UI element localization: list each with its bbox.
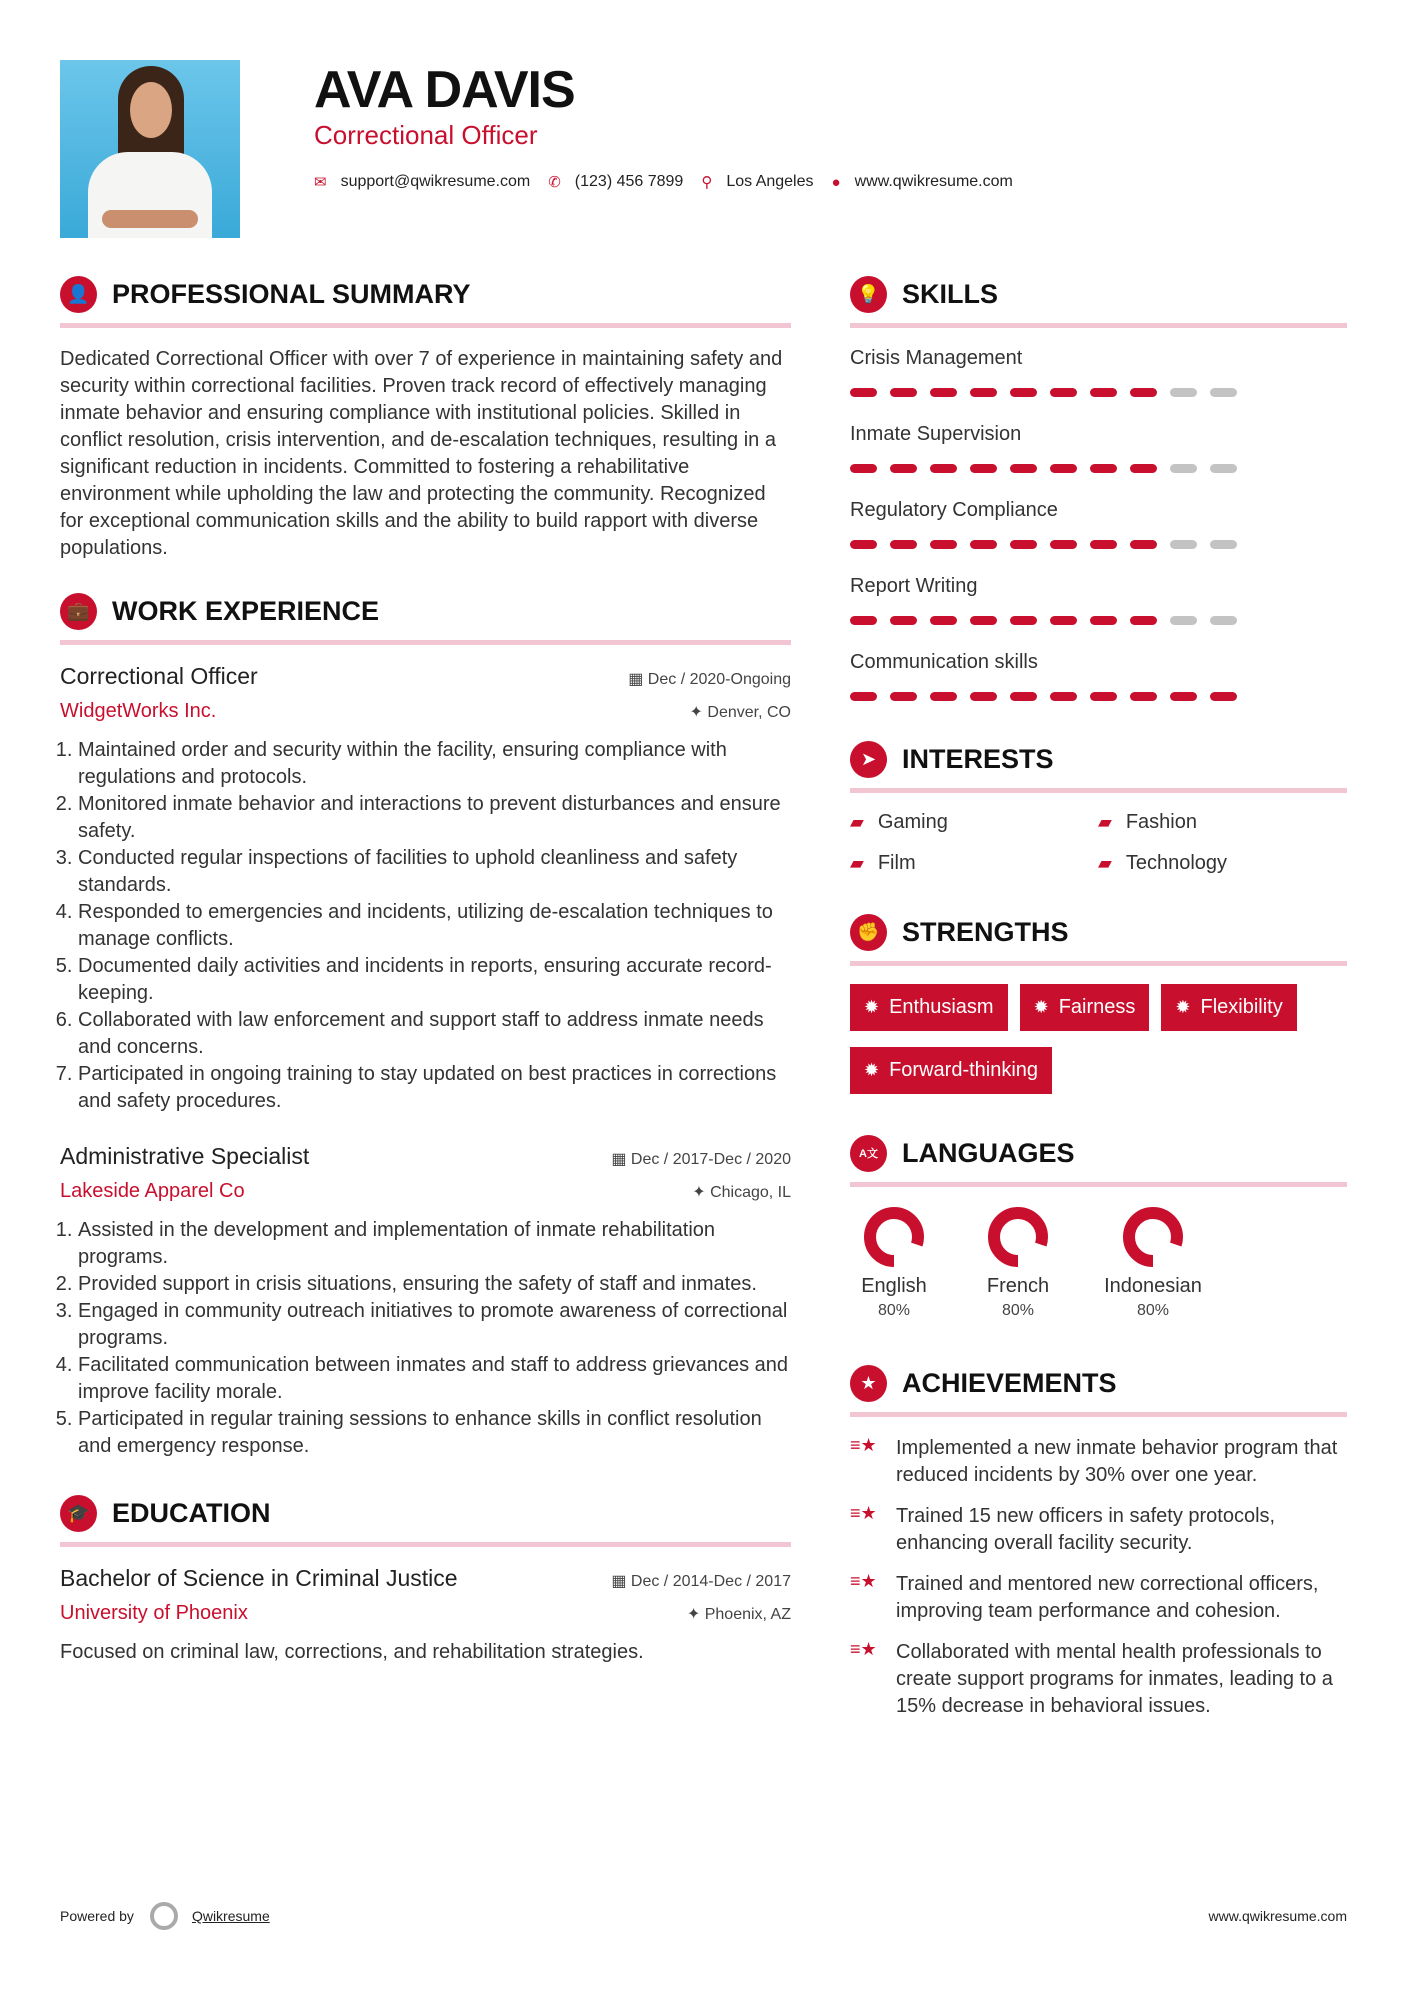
- skill-segment: [1170, 540, 1197, 549]
- brand-link[interactable]: Qwikresume: [191, 1908, 270, 1924]
- skill-segment: [1050, 540, 1077, 549]
- language-arc: [994, 1213, 1042, 1261]
- badge-icon: ✹: [864, 1060, 880, 1080]
- job-location-wrap: [692, 1182, 791, 1202]
- language-arc: [1129, 1213, 1177, 1261]
- skill-segment: [850, 464, 877, 473]
- list-item: 5. Documented daily activities and incidents in reports, ensuring accurate record-keeping.: [78, 953, 791, 1007]
- skill-segment: [970, 692, 997, 701]
- skill-segment: [850, 540, 877, 549]
- skill-item: [850, 574, 1347, 650]
- skill-segment: [1050, 464, 1077, 473]
- star-badge-icon: ★: [850, 1365, 887, 1402]
- job-location: Denver, CO: [707, 704, 791, 721]
- strength-label: Flexibility: [1200, 996, 1283, 1018]
- skill-item: [850, 498, 1347, 574]
- skill-level-bar: [850, 536, 1347, 574]
- list-item: 7. Participated in ongoing training to stay updated on best practices in corrections and safety procedures.: [78, 1061, 791, 1115]
- interest-label: Technology: [1125, 852, 1228, 874]
- list-item: 1. Assisted in the development and implementation of inmate rehabilitation programs.: [78, 1217, 791, 1271]
- strength-tag: [850, 1047, 1052, 1094]
- list-item: 5. Participated in regular training sessions to enhance skills in conflict resolution and emergency response.: [78, 1406, 791, 1460]
- location: Los Angeles: [726, 173, 814, 190]
- skill-segment: [1010, 692, 1037, 701]
- job-bullets: [60, 737, 791, 1115]
- skill-segment: [890, 464, 917, 473]
- skill-segment: [1010, 540, 1037, 549]
- user-icon: 👤: [60, 276, 97, 313]
- job-date: Dec / 2017-Dec / 2020: [630, 1151, 791, 1168]
- skill-segment: [1090, 464, 1117, 473]
- profile-photo: [60, 60, 240, 238]
- skill-segment: [1090, 388, 1117, 397]
- calendar-icon: ▦: [611, 1573, 631, 1590]
- achievement-text: Trained and mentored new correctional officers, improving team performance and cohesion.: [896, 1573, 1319, 1622]
- powered-by: Powered by: [60, 1908, 134, 1924]
- strength-tag: [850, 984, 1008, 1031]
- skill-segment: [930, 616, 957, 625]
- company-name: Lakeside Apparel Co: [60, 1180, 245, 1202]
- strength-tag: [1020, 984, 1150, 1031]
- book-icon: ▰: [850, 812, 864, 832]
- footer-website[interactable]: www.qwikresume.com: [1208, 1908, 1347, 1924]
- footer: [60, 1902, 1347, 1930]
- list-item: 1. Maintained order and security within the facility, ensuring compliance with regulations and protocols.: [78, 737, 791, 791]
- qwikresume-logo-icon: [150, 1902, 178, 1930]
- skill-segment: [1010, 616, 1037, 625]
- skill-segment: [1050, 388, 1077, 397]
- skill-segment: [1210, 540, 1237, 549]
- skill-segment: [1050, 692, 1077, 701]
- job-date: Dec / 2020-Ongoing: [647, 671, 791, 688]
- job-header-row: [60, 663, 791, 690]
- section-title: ACHIEVEMENTS: [902, 1367, 1117, 1398]
- skill-segment: [1050, 616, 1077, 625]
- interest-label: Fashion: [1125, 811, 1197, 833]
- skill-segment: [1210, 616, 1237, 625]
- skill-segment: [890, 692, 917, 701]
- section-title: EDUCATION: [112, 1497, 271, 1528]
- skill-segment: [1170, 388, 1197, 397]
- star-icon: ≡★: [850, 1571, 877, 1591]
- divider: [850, 1412, 1347, 1417]
- language-donut: [986, 1205, 1050, 1269]
- language-name: Indonesian: [1104, 1275, 1202, 1297]
- divider: [850, 788, 1347, 793]
- paper-plane-icon: ➤: [850, 741, 887, 778]
- divider: [60, 323, 791, 328]
- divider: [850, 1182, 1347, 1187]
- language-item: [1098, 1205, 1208, 1320]
- skill-segment: [1210, 692, 1237, 701]
- list-item: 6. Collaborated with law enforcement and support staff to address inmate needs and concerns.: [78, 1007, 791, 1061]
- job-entry: [60, 1143, 791, 1460]
- strength-label: Forward-thinking: [889, 1059, 1039, 1081]
- section-title: LANGUAGES: [902, 1137, 1075, 1168]
- strength-label: Fairness: [1058, 996, 1136, 1018]
- skill-segment: [850, 616, 877, 625]
- language-donut: [862, 1205, 926, 1269]
- graduation-icon: 🎓: [60, 1495, 97, 1532]
- achievement-item: [850, 1503, 1347, 1557]
- skill-segment: [1170, 464, 1197, 473]
- skill-segment: [1090, 616, 1117, 625]
- language-name: French: [986, 1275, 1050, 1297]
- fist-icon: ✊: [850, 914, 887, 951]
- book-icon: ▰: [1098, 853, 1112, 873]
- education-date: Dec / 2014-Dec / 2017: [630, 1573, 791, 1590]
- job-header-row: [60, 1143, 791, 1170]
- calendar-icon: ▦: [628, 671, 648, 688]
- skill-segment: [890, 388, 917, 397]
- list-item: 2. Provided support in crisis situations, ensuring the safety of staff and inmates.: [78, 1271, 791, 1298]
- skill-segment: [930, 692, 957, 701]
- candidate-title: Correctional Officer: [314, 120, 538, 150]
- skill-segment: [1170, 692, 1197, 701]
- interest-item: [1098, 852, 1346, 875]
- skill-segment: [1210, 464, 1237, 473]
- skill-segment: [970, 388, 997, 397]
- skill-item: [850, 422, 1347, 498]
- education-location: Phoenix, AZ: [704, 1606, 791, 1623]
- language-percent: 80%: [1136, 1302, 1170, 1319]
- job-company-row: [60, 1170, 791, 1203]
- divider: [850, 323, 1347, 328]
- degree: Bachelor of Science in Criminal Justice: [60, 1565, 458, 1591]
- divider: [60, 640, 791, 645]
- calendar-icon: ▦: [611, 1151, 631, 1168]
- contact-bar: [314, 173, 1031, 191]
- globe-icon: ●: [831, 173, 841, 191]
- section-title: WORK EXPERIENCE: [112, 595, 380, 626]
- achievement-text: Implemented a new inmate behavior program that reduced incidents by 30% over one year.: [896, 1437, 1338, 1486]
- book-icon: ▰: [1098, 812, 1112, 832]
- job-bullets: [60, 1217, 791, 1460]
- skill-name: Regulatory Compliance: [850, 499, 1058, 521]
- skill-segment: [1130, 540, 1157, 549]
- lightbulb-icon: 💡: [850, 276, 887, 313]
- list-item: 4. Facilitated communication between inmates and staff to address grievances and improve facility morale.: [78, 1352, 791, 1406]
- language-percent: 80%: [877, 1302, 911, 1319]
- job-title: Administrative Specialist: [60, 1143, 310, 1169]
- skill-segment: [850, 388, 877, 397]
- company-name: WidgetWorks Inc.: [60, 700, 217, 722]
- job-location: Chicago, IL: [710, 1184, 791, 1201]
- skill-name: Communication skills: [850, 651, 1038, 673]
- skill-segment: [1090, 540, 1117, 549]
- interest-label: Gaming: [877, 811, 948, 833]
- left-column: [60, 275, 791, 1666]
- phone-icon: ✆: [548, 174, 561, 191]
- book-icon: ▰: [850, 853, 864, 873]
- skill-segment: [930, 464, 957, 473]
- job-location-wrap: [690, 702, 791, 722]
- skill-level-bar: [850, 384, 1347, 422]
- language-item: [850, 1205, 938, 1320]
- section-title: SKILLS: [902, 278, 999, 309]
- skill-segment: [970, 464, 997, 473]
- right-column: [850, 275, 1347, 1734]
- badge-icon: ✹: [1175, 997, 1191, 1017]
- section-title: STRENGTHS: [902, 916, 1069, 947]
- divider: [60, 1542, 791, 1547]
- achievement-text: Trained 15 new officers in safety protocols, enhancing overall facility security.: [896, 1505, 1276, 1554]
- language-item: [974, 1205, 1062, 1320]
- pin-icon: ✦: [692, 1184, 711, 1201]
- skill-segment: [890, 540, 917, 549]
- candidate-name: AVA DAVIS: [314, 61, 575, 119]
- skill-segment: [1170, 616, 1197, 625]
- language-donut: [1121, 1205, 1185, 1269]
- skill-segment: [1130, 616, 1157, 625]
- badge-icon: ✹: [864, 997, 880, 1017]
- job-title: Correctional Officer: [60, 663, 258, 689]
- skill-segment: [1130, 464, 1157, 473]
- job-entry: [60, 663, 791, 1115]
- badge-icon: ✹: [1033, 997, 1049, 1017]
- education-description: Focused on criminal law, corrections, and rehabilitation strategies.: [60, 1641, 644, 1663]
- interest-item: [850, 811, 1098, 834]
- list-item: 2. Monitored inmate behavior and interactions to prevent disturbances and ensure safety.: [78, 791, 791, 845]
- list-item: 3. Conducted regular inspections of facilities to uphold cleanliness and safety standards.: [78, 845, 791, 899]
- strength-tag: [1161, 984, 1296, 1031]
- email[interactable]: support@qwikresume.com: [340, 173, 531, 190]
- skill-segment: [1010, 388, 1037, 397]
- school: University of Phoenix: [60, 1602, 248, 1624]
- skill-level-bar: [850, 460, 1347, 498]
- skill-segment: [1210, 388, 1237, 397]
- skill-segment: [970, 616, 997, 625]
- skill-item: [850, 650, 1347, 726]
- skill-segment: [930, 388, 957, 397]
- pin-icon: ✦: [686, 1606, 705, 1623]
- language-arc: [870, 1213, 918, 1261]
- achievement-item: [850, 1639, 1347, 1720]
- language-percent: 80%: [1001, 1302, 1035, 1319]
- section-title: PROFESSIONAL SUMMARY: [112, 278, 471, 309]
- interest-item: [850, 852, 1098, 875]
- skill-item: [850, 346, 1347, 422]
- list-item: 3. Engaged in community outreach initiatives to promote awareness of correctional programs.: [78, 1298, 791, 1352]
- job-company-row: [60, 690, 791, 723]
- briefcase-icon: 💼: [60, 593, 97, 630]
- email-icon: ✉: [314, 174, 327, 191]
- skill-level-bar: [850, 688, 1347, 726]
- summary-text: Dedicated Correctional Officer with over 7 of experience in maintaining safety and security within correctional facilities. Proven track record of effectively managing inmate behavior and ensuring compliance with institutional policies. Skilled in conflict resolution, crisis intervention, and de-escalation techniques, resulting in a significant reduction in incidents. Committed to fostering a rehabilitative environment while upholding the law and protecting the community. Recognized for exceptional communication skills and the ability to build rapport with diverse populations.: [60, 348, 783, 559]
- star-icon: ≡★: [850, 1639, 877, 1659]
- job-date-wrap: [628, 669, 791, 689]
- skill-segment: [1130, 388, 1157, 397]
- phone: (123) 456 7899: [574, 173, 684, 190]
- pin-icon: ✦: [689, 704, 708, 721]
- achievement-item: [850, 1435, 1347, 1489]
- section-title: INTERESTS: [902, 743, 1054, 774]
- achievement-text: Collaborated with mental health professionals to create support programs for inmates, leading to a 15% decrease in behavioral issues.: [896, 1641, 1333, 1717]
- achievement-item: [850, 1571, 1347, 1625]
- skill-segment: [1010, 464, 1037, 473]
- star-icon: ≡★: [850, 1435, 877, 1455]
- strength-label: Enthusiasm: [889, 996, 994, 1018]
- skill-name: Crisis Management: [850, 347, 1023, 369]
- star-icon: ≡★: [850, 1503, 877, 1523]
- skill-segment: [1090, 692, 1117, 701]
- website[interactable]: www.qwikresume.com: [854, 173, 1013, 190]
- skill-name: Inmate Supervision: [850, 423, 1022, 445]
- job-date-wrap: [611, 1149, 791, 1169]
- skill-name: Report Writing: [850, 575, 978, 597]
- skill-level-bar: [850, 612, 1347, 650]
- language-name: English: [861, 1275, 927, 1297]
- list-item: 4. Responded to emergencies and incidents, utilizing de-escalation techniques to manage conflicts.: [78, 899, 791, 953]
- translate-icon: A文: [850, 1135, 887, 1172]
- skill-segment: [930, 540, 957, 549]
- skill-segment: [970, 540, 997, 549]
- skill-segment: [1130, 692, 1157, 701]
- location-pin-icon: ⚲: [701, 174, 713, 191]
- skill-segment: [850, 692, 877, 701]
- interest-label: Film: [877, 852, 916, 874]
- interest-item: [1098, 811, 1346, 834]
- skill-segment: [890, 616, 917, 625]
- divider: [850, 961, 1347, 966]
